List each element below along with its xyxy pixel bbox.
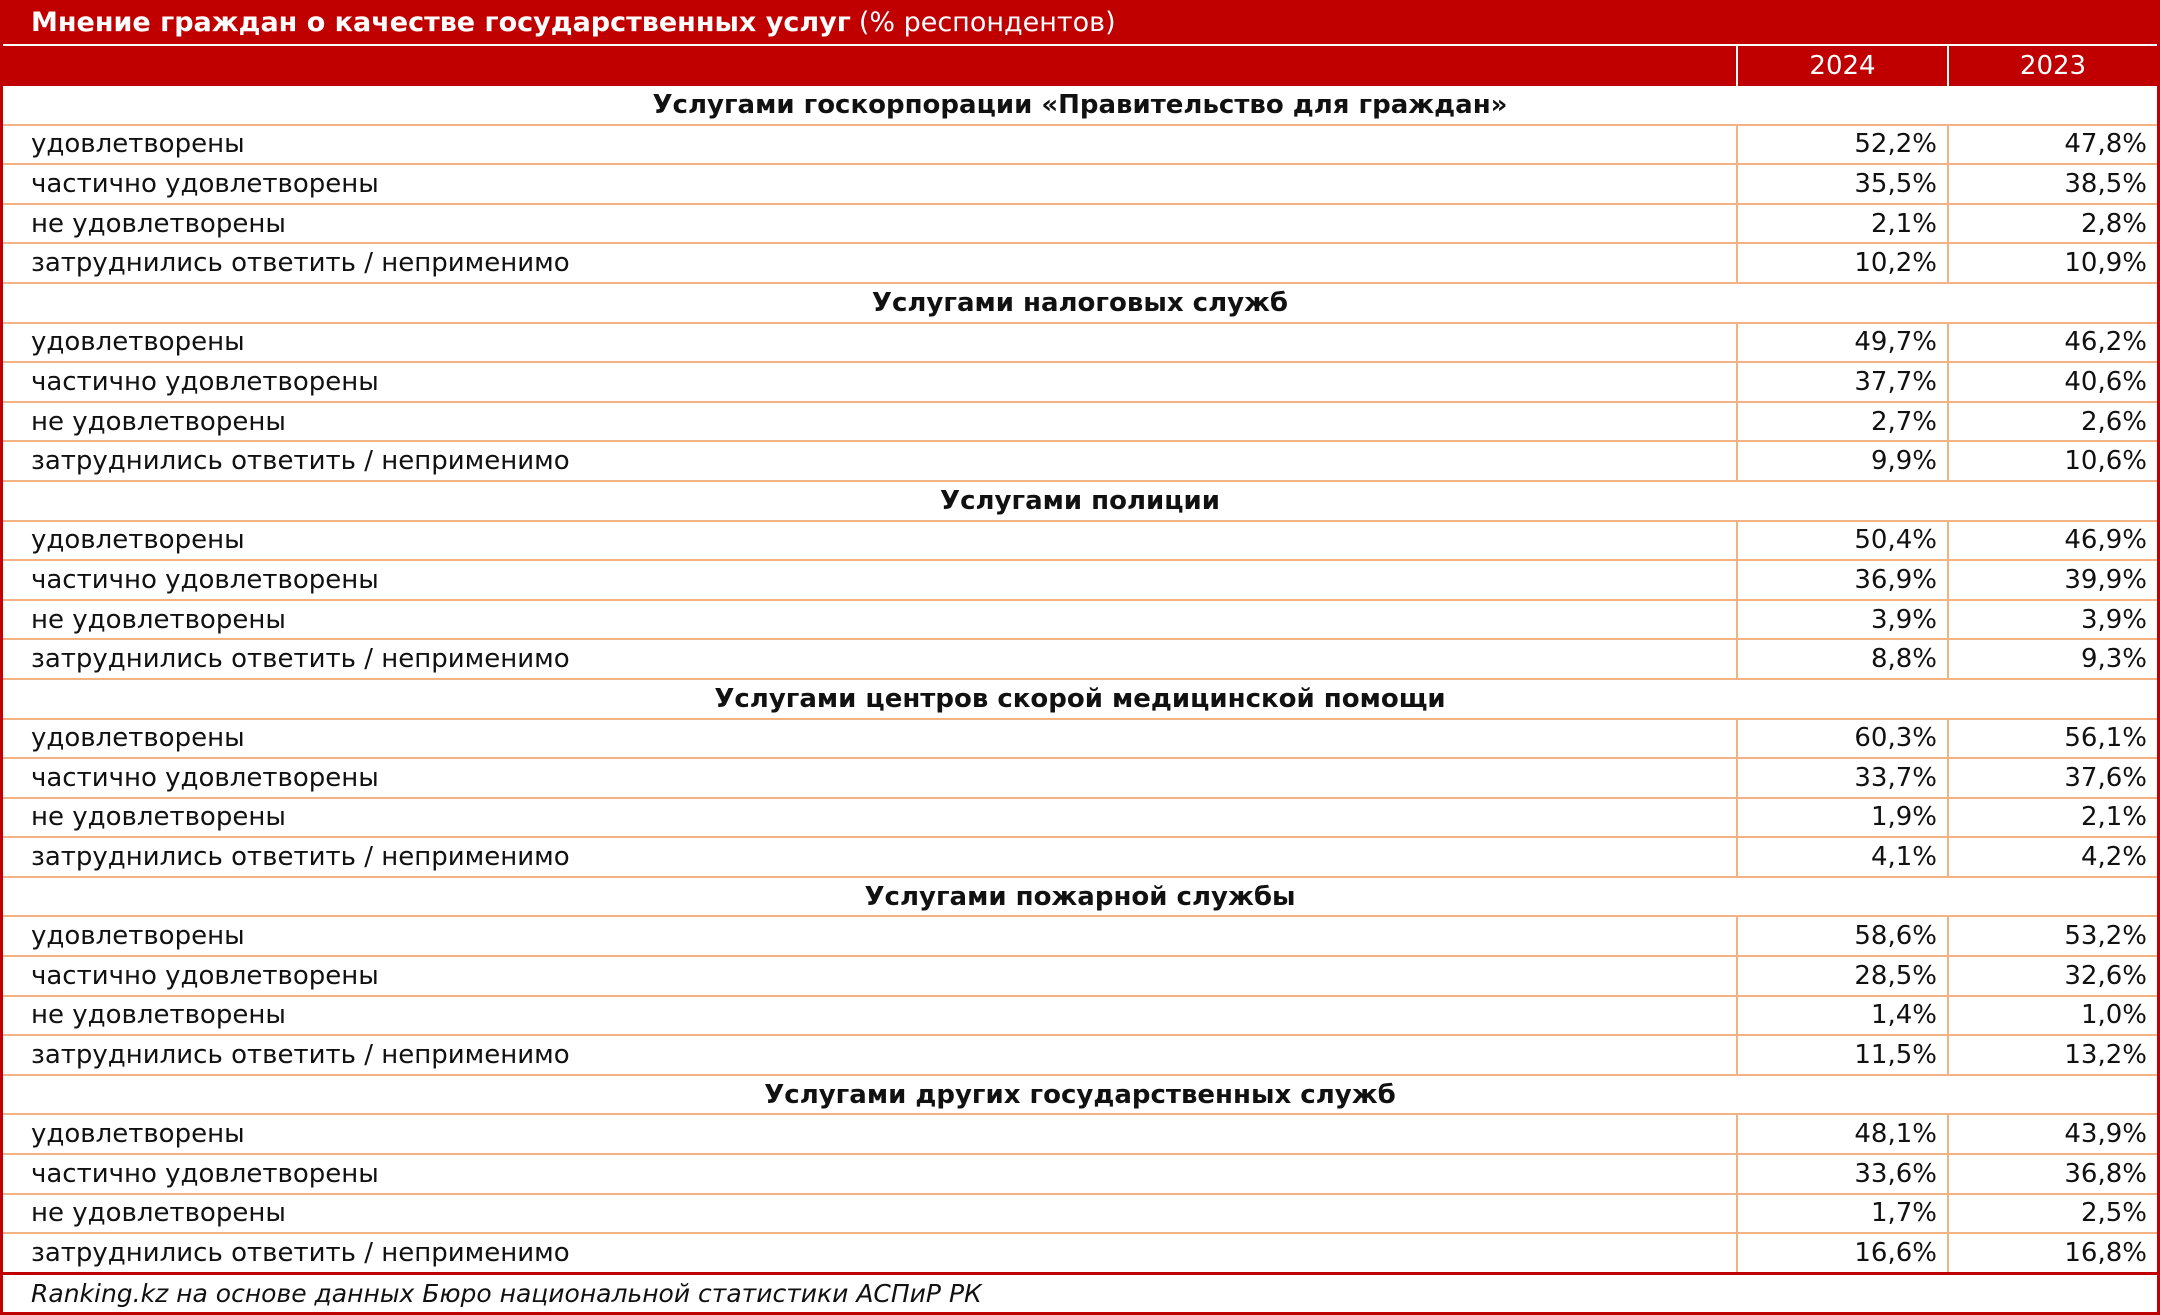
row-label: затруднились ответить / неприменимо bbox=[3, 244, 1738, 282]
row-label: не удовлетворены bbox=[3, 205, 1738, 243]
table-title-main: Мнение граждан о качестве государственных услуг bbox=[31, 6, 851, 38]
column-header-label bbox=[3, 46, 1738, 86]
column-header-2023: 2023 bbox=[2019, 51, 2087, 81]
section-heading: Услугами центров скорой медицинской помощи bbox=[3, 680, 2157, 720]
table-row bbox=[3, 997, 2157, 1037]
table-row bbox=[3, 799, 2157, 839]
section-heading: Услугами полиции bbox=[3, 482, 2157, 522]
table-title-unit: (% респондентов) bbox=[858, 6, 1116, 38]
section-heading: Услугами госкорпорации «Правительство для граждан» bbox=[3, 86, 2157, 126]
table-row bbox=[3, 917, 2157, 957]
value-2024: 33,7% bbox=[1738, 759, 1949, 797]
value-2024: 52,2% bbox=[1738, 126, 1949, 164]
table-row bbox=[3, 126, 2157, 166]
value-2024: 8,8% bbox=[1738, 640, 1949, 678]
table-row bbox=[3, 442, 2157, 482]
row-label: удовлетворены bbox=[3, 917, 1738, 955]
row-label: затруднились ответить / неприменимо bbox=[3, 1234, 1738, 1272]
table-row bbox=[3, 561, 2157, 601]
value-2024: 33,6% bbox=[1738, 1155, 1949, 1193]
table-row bbox=[3, 957, 2157, 997]
row-label: затруднились ответить / неприменимо bbox=[3, 640, 1738, 678]
value-2024: 1,9% bbox=[1738, 799, 1949, 837]
row-label: затруднились ответить / неприменимо bbox=[3, 442, 1738, 480]
value-2023: 46,2% bbox=[2064, 327, 2147, 358]
table-row bbox=[3, 244, 2157, 284]
table-row bbox=[3, 838, 2157, 878]
value-2023: 3,9% bbox=[2080, 604, 2147, 635]
value-2024: 16,6% bbox=[1738, 1234, 1949, 1272]
value-2024: 48,1% bbox=[1738, 1115, 1949, 1153]
row-label: не удовлетворены bbox=[3, 403, 1738, 441]
table-row bbox=[3, 640, 2157, 680]
value-2024: 3,9% bbox=[1738, 601, 1949, 639]
row-label: не удовлетворены bbox=[3, 799, 1738, 837]
row-label: удовлетворены bbox=[3, 324, 1738, 362]
row-label: удовлетворены bbox=[3, 126, 1738, 164]
value-2024: 35,5% bbox=[1738, 165, 1949, 203]
row-label: частично удовлетворены bbox=[3, 363, 1738, 401]
row-label: частично удовлетворены bbox=[3, 561, 1738, 599]
table-row bbox=[3, 1115, 2157, 1155]
value-2023: 2,8% bbox=[2080, 208, 2147, 239]
row-label: частично удовлетворены bbox=[3, 165, 1738, 203]
section-heading: Услугами пожарной службы bbox=[3, 878, 2157, 918]
value-2024: 50,4% bbox=[1738, 522, 1949, 560]
row-label: частично удовлетворены bbox=[3, 957, 1738, 995]
table-row bbox=[3, 1155, 2157, 1195]
table-row bbox=[3, 1195, 2157, 1235]
row-label: удовлетворены bbox=[3, 1115, 1738, 1153]
table-row bbox=[3, 1234, 2157, 1274]
value-2023: 10,9% bbox=[2064, 248, 2147, 279]
value-2024: 49,7% bbox=[1738, 324, 1949, 362]
value-2024: 60,3% bbox=[1738, 720, 1949, 758]
section-heading: Услугами налоговых служб bbox=[3, 284, 2157, 324]
value-2024: 37,7% bbox=[1738, 363, 1949, 401]
column-header-2024: 2024 bbox=[1738, 46, 1949, 86]
table-row bbox=[3, 601, 2157, 641]
value-2023: 2,1% bbox=[2080, 802, 2147, 833]
value-2023: 9,3% bbox=[2080, 644, 2147, 675]
table-row bbox=[3, 403, 2157, 443]
table-row bbox=[3, 522, 2157, 562]
value-2024: 2,1% bbox=[1738, 205, 1949, 243]
value-2023: 1,0% bbox=[2080, 1000, 2147, 1031]
value-2024: 28,5% bbox=[1738, 957, 1949, 995]
row-label: частично удовлетворены bbox=[3, 1155, 1738, 1193]
table-row bbox=[3, 759, 2157, 799]
value-2023: 39,9% bbox=[2064, 564, 2147, 595]
value-2023: 36,8% bbox=[2064, 1158, 2147, 1189]
value-2024: 4,1% bbox=[1738, 838, 1949, 876]
column-header-row bbox=[3, 46, 2157, 86]
value-2023: 38,5% bbox=[2064, 168, 2147, 199]
value-2023: 4,2% bbox=[2080, 842, 2147, 873]
table-row bbox=[3, 363, 2157, 403]
source-note: Ranking.kz на основе данных Бюро национальной статистики АСПиР РК bbox=[3, 1272, 2157, 1312]
value-2024: 1,4% bbox=[1738, 997, 1949, 1035]
value-2023: 13,2% bbox=[2064, 1040, 2147, 1071]
value-2024: 11,5% bbox=[1738, 1036, 1949, 1074]
row-label: не удовлетворены bbox=[3, 601, 1738, 639]
value-2024: 10,2% bbox=[1738, 244, 1949, 282]
table-title bbox=[3, 0, 2157, 46]
table-row bbox=[3, 205, 2157, 245]
table-row bbox=[3, 1036, 2157, 1076]
value-2023: 46,9% bbox=[2064, 525, 2147, 556]
value-2023: 2,6% bbox=[2080, 406, 2147, 437]
value-2023: 56,1% bbox=[2064, 723, 2147, 754]
row-label: затруднились ответить / неприменимо bbox=[3, 1036, 1738, 1074]
section-heading: Услугами других государственных служб bbox=[3, 1076, 2157, 1116]
value-2023: 2,5% bbox=[2080, 1198, 2147, 1229]
table-body bbox=[3, 86, 2157, 1274]
row-label: удовлетворены bbox=[3, 720, 1738, 758]
value-2023: 10,6% bbox=[2064, 446, 2147, 477]
value-2023: 37,6% bbox=[2064, 762, 2147, 793]
value-2024: 1,7% bbox=[1738, 1195, 1949, 1233]
value-2023: 40,6% bbox=[2064, 366, 2147, 397]
value-2024: 9,9% bbox=[1738, 442, 1949, 480]
value-2023: 47,8% bbox=[2064, 129, 2147, 160]
row-label: частично удовлетворены bbox=[3, 759, 1738, 797]
value-2024: 2,7% bbox=[1738, 403, 1949, 441]
row-label: не удовлетворены bbox=[3, 1195, 1738, 1233]
table-row bbox=[3, 165, 2157, 205]
value-2023: 32,6% bbox=[2064, 960, 2147, 991]
table-row bbox=[3, 324, 2157, 364]
row-label: затруднились ответить / неприменимо bbox=[3, 838, 1738, 876]
value-2023: 16,8% bbox=[2064, 1238, 2147, 1269]
value-2023: 53,2% bbox=[2064, 921, 2147, 952]
row-label: не удовлетворены bbox=[3, 997, 1738, 1035]
table-row bbox=[3, 720, 2157, 760]
value-2024: 58,6% bbox=[1738, 917, 1949, 955]
value-2024: 36,9% bbox=[1738, 561, 1949, 599]
row-label: удовлетворены bbox=[3, 522, 1738, 560]
value-2023: 43,9% bbox=[2064, 1119, 2147, 1150]
